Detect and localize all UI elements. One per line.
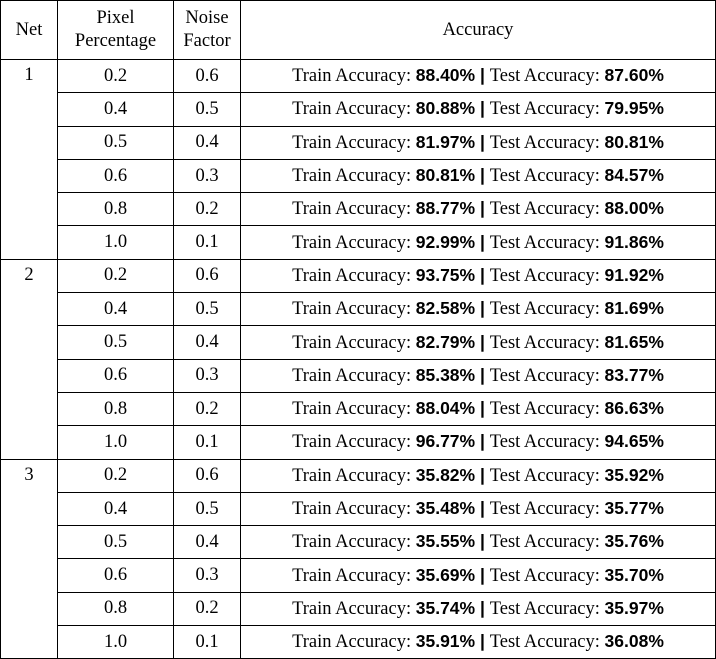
noise-factor-cell: 0.1 xyxy=(174,226,241,259)
test-label: Test Accuracy: xyxy=(489,465,605,486)
accuracy-cell xyxy=(241,426,716,459)
train-accuracy-value: 88.40% xyxy=(415,65,476,86)
header-noise-line1: Noise xyxy=(185,8,229,28)
pixel-percentage-cell: 0.5 xyxy=(58,126,174,159)
train-label: Train Accuracy: xyxy=(292,132,416,153)
pixel-percentage-cell: 0.6 xyxy=(58,359,174,392)
train-accuracy-value: 35.91% xyxy=(415,631,476,652)
accuracy-separator: | xyxy=(475,198,490,219)
train-label: Train Accuracy: xyxy=(292,232,416,253)
test-label: Test Accuracy: xyxy=(489,199,605,220)
noise-factor-cell: 0.5 xyxy=(174,93,241,126)
header-noise-line2: Factor xyxy=(183,31,231,51)
header-net xyxy=(1,1,58,60)
pixel-percentage-cell: 1.0 xyxy=(58,226,174,259)
accuracy-separator: | xyxy=(475,231,490,252)
train-label: Train Accuracy: xyxy=(292,166,416,187)
test-label: Test Accuracy: xyxy=(489,565,605,586)
test-accuracy-value: 36.08% xyxy=(604,631,664,652)
pixel-percentage-cell: 0.2 xyxy=(58,259,174,292)
test-accuracy-value: 88.00% xyxy=(604,198,664,219)
test-label: Test Accuracy: xyxy=(489,332,605,353)
train-accuracy-value: 35.69% xyxy=(415,564,476,585)
header-pixel-percentage xyxy=(58,1,174,60)
header-pixel-line2: Percentage xyxy=(74,31,157,51)
accuracy-cell xyxy=(241,626,716,659)
table-row xyxy=(1,159,716,192)
accuracy-separator: | xyxy=(475,364,490,385)
test-accuracy-value: 81.65% xyxy=(604,331,664,352)
header-noise-factor xyxy=(174,1,241,60)
header-accuracy-label: Accuracy xyxy=(442,19,514,40)
train-label: Train Accuracy: xyxy=(292,532,416,553)
accuracy-cell xyxy=(241,93,716,126)
test-label: Test Accuracy: xyxy=(489,232,605,253)
test-accuracy-value: 35.97% xyxy=(604,597,664,618)
accuracy-separator: | xyxy=(475,498,490,518)
accuracy-cell xyxy=(241,592,716,625)
test-accuracy-value: 94.65% xyxy=(604,431,664,452)
table-row xyxy=(1,359,716,392)
train-label: Train Accuracy: xyxy=(292,265,416,286)
noise-factor-cell: 0.4 xyxy=(174,326,241,359)
table-row xyxy=(1,226,716,259)
test-label: Test Accuracy: xyxy=(489,166,605,187)
header-accuracy xyxy=(241,1,716,60)
pixel-percentage-cell: 0.5 xyxy=(58,526,174,559)
train-accuracy-value: 35.82% xyxy=(415,464,476,485)
test-accuracy-value: 84.57% xyxy=(604,165,664,186)
table-row xyxy=(1,93,716,126)
pixel-percentage-cell: 0.2 xyxy=(58,459,174,492)
accuracy-separator: | xyxy=(475,131,490,152)
pixel-percentage-cell: 1.0 xyxy=(58,426,174,459)
table-row xyxy=(1,326,716,359)
accuracy-cell xyxy=(241,60,716,93)
test-accuracy-value: 79.95% xyxy=(604,98,664,119)
noise-factor-cell: 0.1 xyxy=(174,626,241,659)
train-label: Train Accuracy: xyxy=(292,99,416,120)
net-cell: 3 xyxy=(1,459,58,659)
test-accuracy-value: 83.77% xyxy=(604,364,664,385)
train-accuracy-value: 82.79% xyxy=(415,331,476,352)
test-accuracy-value: 86.63% xyxy=(604,398,664,419)
train-label: Train Accuracy: xyxy=(292,399,416,420)
train-accuracy-value: 92.99% xyxy=(415,231,476,252)
test-accuracy-value: 87.60% xyxy=(604,65,664,86)
test-accuracy-value: 91.86% xyxy=(604,231,664,252)
table-row xyxy=(1,392,716,425)
train-accuracy-value: 96.77% xyxy=(415,431,476,452)
accuracy-separator: | xyxy=(475,464,490,485)
noise-factor-cell: 0.5 xyxy=(174,293,241,326)
pixel-percentage-cell: 0.8 xyxy=(58,592,174,625)
test-label: Test Accuracy: xyxy=(489,632,605,653)
pixel-percentage-cell: 0.4 xyxy=(58,93,174,126)
test-accuracy-value: 35.76% xyxy=(604,531,664,552)
table-row xyxy=(1,592,716,625)
net-cell: 1 xyxy=(1,60,58,260)
table-body xyxy=(1,60,716,659)
noise-factor-cell: 0.1 xyxy=(174,426,241,459)
noise-factor-cell: 0.6 xyxy=(174,60,241,93)
train-label: Train Accuracy: xyxy=(292,632,416,653)
table-row xyxy=(1,259,716,292)
accuracy-cell xyxy=(241,526,716,559)
noise-factor-cell: 0.6 xyxy=(174,259,241,292)
header-net-label: Net xyxy=(15,19,43,40)
test-label: Test Accuracy: xyxy=(489,299,605,320)
test-accuracy-value: 35.77% xyxy=(604,498,664,518)
net-cell: 2 xyxy=(1,259,58,459)
accuracy-cell xyxy=(241,193,716,226)
table-header xyxy=(1,1,716,60)
noise-factor-cell: 0.4 xyxy=(174,526,241,559)
train-accuracy-value: 82.58% xyxy=(415,298,476,319)
accuracy-cell xyxy=(241,259,716,292)
test-label: Test Accuracy: xyxy=(489,432,605,453)
pixel-percentage-cell: 0.8 xyxy=(58,193,174,226)
test-accuracy-value: 35.92% xyxy=(604,464,664,485)
train-label: Train Accuracy: xyxy=(292,365,416,386)
noise-factor-cell: 0.6 xyxy=(174,459,241,492)
train-label: Train Accuracy: xyxy=(292,299,416,320)
accuracy-separator: | xyxy=(475,65,490,86)
table-row xyxy=(1,293,716,326)
test-accuracy-value: 81.69% xyxy=(604,298,664,319)
train-accuracy-value: 80.81% xyxy=(415,165,476,186)
table-row xyxy=(1,193,716,226)
test-label: Test Accuracy: xyxy=(489,598,605,619)
test-accuracy-value: 80.81% xyxy=(604,131,664,152)
pixel-percentage-cell: 0.2 xyxy=(58,60,174,93)
noise-factor-cell: 0.3 xyxy=(174,359,241,392)
train-label: Train Accuracy: xyxy=(292,66,416,87)
table-row xyxy=(1,426,716,459)
accuracy-separator: | xyxy=(475,431,490,452)
train-accuracy-value: 88.04% xyxy=(415,398,476,419)
table-row xyxy=(1,526,716,559)
table-row xyxy=(1,459,716,492)
accuracy-cell xyxy=(241,159,716,192)
header-row xyxy=(1,1,716,60)
noise-factor-cell: 0.5 xyxy=(174,492,241,525)
noise-factor-cell: 0.2 xyxy=(174,392,241,425)
header-pixel-line1: Pixel xyxy=(96,8,135,28)
accuracy-separator: | xyxy=(475,564,490,585)
train-accuracy-value: 35.48% xyxy=(415,498,476,518)
noise-factor-cell: 0.3 xyxy=(174,559,241,592)
accuracy-cell xyxy=(241,359,716,392)
accuracy-separator: | xyxy=(475,264,490,285)
table-row xyxy=(1,60,716,93)
table-row xyxy=(1,626,716,659)
table-row xyxy=(1,126,716,159)
pixel-percentage-cell: 1.0 xyxy=(58,626,174,659)
noise-factor-cell: 0.2 xyxy=(174,193,241,226)
accuracy-cell xyxy=(241,326,716,359)
accuracy-separator: | xyxy=(475,531,490,552)
test-label: Test Accuracy: xyxy=(489,265,605,286)
accuracy-cell xyxy=(241,492,716,525)
train-label: Train Accuracy: xyxy=(292,565,416,586)
train-label: Train Accuracy: xyxy=(292,598,416,619)
accuracy-separator: | xyxy=(475,98,490,119)
train-label: Train Accuracy: xyxy=(292,332,416,353)
pixel-percentage-cell: 0.4 xyxy=(58,293,174,326)
test-label: Test Accuracy: xyxy=(489,399,605,420)
accuracy-separator: | xyxy=(475,398,490,419)
train-label: Train Accuracy: xyxy=(292,499,416,519)
noise-factor-cell: 0.4 xyxy=(174,126,241,159)
accuracy-cell xyxy=(241,293,716,326)
pixel-percentage-cell: 0.4 xyxy=(58,492,174,525)
train-accuracy-value: 88.77% xyxy=(415,198,476,219)
train-label: Train Accuracy: xyxy=(292,199,416,220)
noise-factor-cell: 0.2 xyxy=(174,592,241,625)
test-label: Test Accuracy: xyxy=(489,132,605,153)
accuracy-separator: | xyxy=(475,298,490,319)
pixel-percentage-cell: 0.6 xyxy=(58,159,174,192)
pixel-percentage-cell: 0.8 xyxy=(58,392,174,425)
accuracy-cell xyxy=(241,559,716,592)
train-accuracy-value: 93.75% xyxy=(415,264,476,285)
table-row xyxy=(1,492,716,525)
accuracy-separator: | xyxy=(475,165,490,186)
accuracy-cell xyxy=(241,126,716,159)
test-label: Test Accuracy: xyxy=(489,99,605,120)
train-accuracy-value: 85.38% xyxy=(415,364,476,385)
table-row xyxy=(1,559,716,592)
train-accuracy-value: 35.55% xyxy=(415,531,476,552)
test-label: Test Accuracy: xyxy=(489,532,605,553)
pixel-percentage-cell: 0.5 xyxy=(58,326,174,359)
accuracy-separator: | xyxy=(475,331,490,352)
train-label: Train Accuracy: xyxy=(292,432,416,453)
accuracy-separator: | xyxy=(475,631,490,652)
test-label: Test Accuracy: xyxy=(489,66,605,87)
pixel-percentage-cell: 0.6 xyxy=(58,559,174,592)
accuracy-cell xyxy=(241,392,716,425)
train-label: Train Accuracy: xyxy=(292,465,416,486)
train-accuracy-value: 35.74% xyxy=(415,597,476,618)
accuracy-separator: | xyxy=(475,597,490,618)
test-accuracy-value: 35.70% xyxy=(604,564,664,585)
test-label: Test Accuracy: xyxy=(489,499,605,519)
accuracy-cell xyxy=(241,226,716,259)
train-accuracy-value: 80.88% xyxy=(415,98,476,119)
test-accuracy-value: 91.92% xyxy=(604,264,664,285)
test-label: Test Accuracy: xyxy=(489,365,605,386)
train-accuracy-value: 81.97% xyxy=(415,131,476,152)
noise-factor-cell: 0.3 xyxy=(174,159,241,192)
accuracy-cell xyxy=(241,459,716,492)
